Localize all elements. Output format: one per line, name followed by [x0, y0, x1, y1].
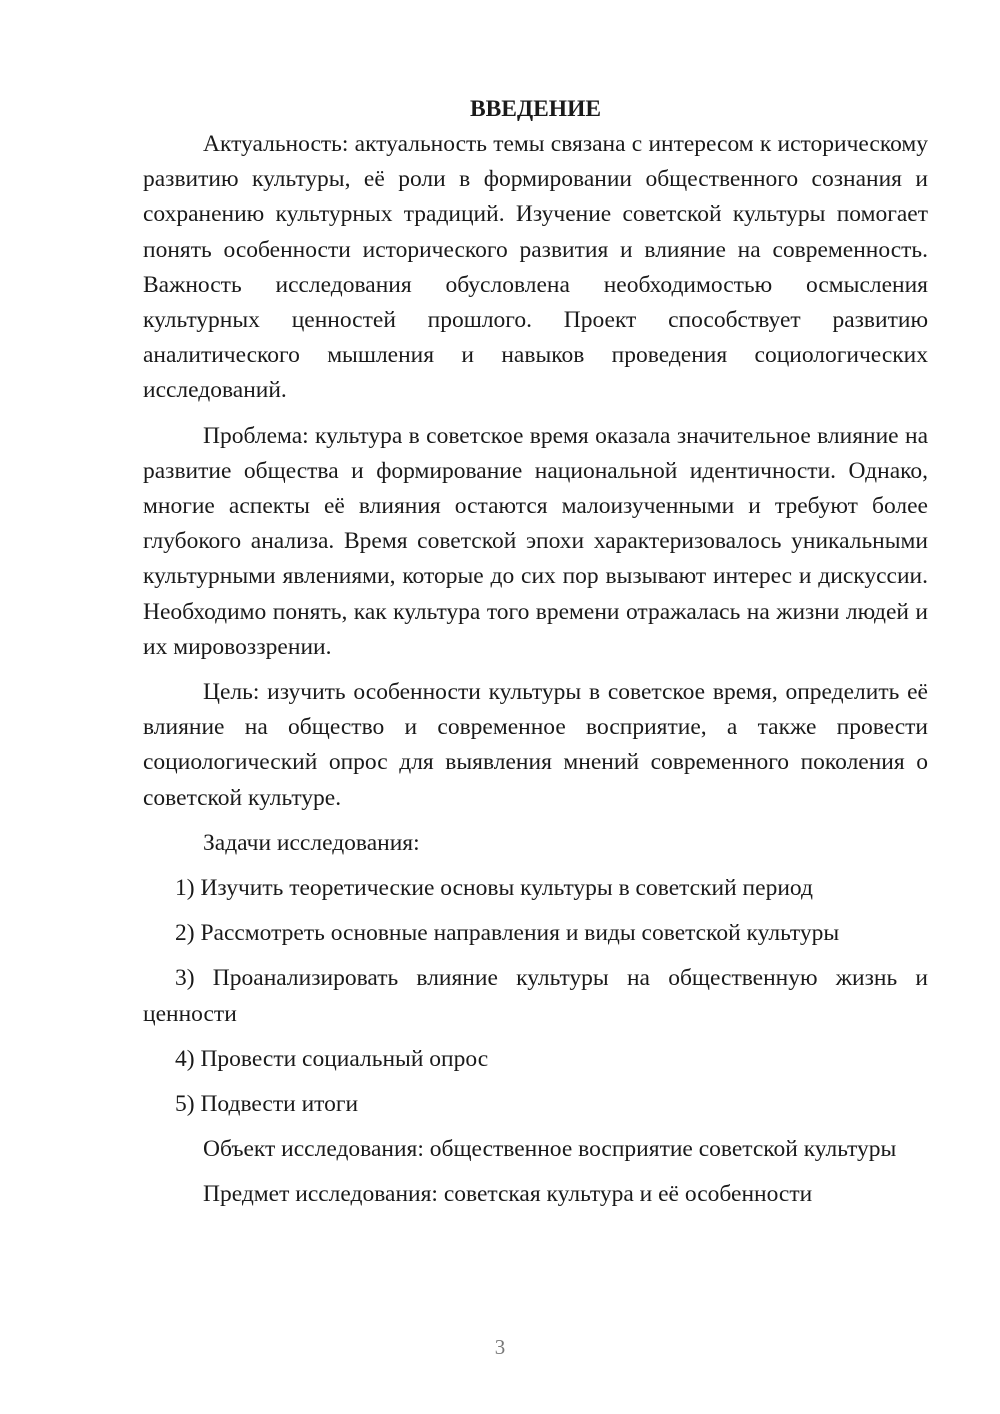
problem-paragraph: Проблема: культура в советское время оказала значительное влияние на развитие общества и формирование национальной идентичности. Однако, многие аспекты её влияния остаются малоизученными и требуют более глубокого анализа. Время советской эпохи характеризовалось уникальными культурными явлениями, которые до сих пор вызывают интерес и дискуссии. Необходимо понять, как культура того времени отражалась на жизни людей и их мировоззрении. [143, 422, 928, 660]
page-number: 3 [494, 1335, 506, 1359]
tasks-list [143, 871, 928, 1122]
list-item: 3) Проанализировать влияние культуры на общественную жизнь и ценности [143, 965, 928, 1027]
goal-paragraph: Цель: изучить особенности культуры в советское время, определить её влияние на общество и современное восприятие, а также провести социологический опрос для выявления мнений современного поколения о советской культуре. [143, 679, 928, 811]
tasks-heading: Задачи исследования: [203, 829, 420, 856]
relevance-paragraph: Актуальность: актуальность темы связана с интересом к историческому развитию культуры, её роли в формировании общественного сознания и сохранению культурных традиций. Изучение советской культуры помогает понять особенности исторического развития и влияние на современность. Важность исследования обусловлена необходимостью осмысления культурных ценностей прошлого. Проект способствует развитию аналитического мышления и навыков проведения социологических исследований. [143, 131, 928, 404]
list-item: 5) Подвести итоги [175, 1091, 359, 1118]
list-item: 4) Провести социальный опрос [175, 1045, 489, 1072]
page-content [143, 92, 928, 1213]
subject-paragraph: Предмет исследования: советская культура и её особенности [203, 1181, 813, 1208]
list-item: 2) Рассмотреть основные направления и виды советской культуры [175, 920, 840, 947]
list-item: 1) Изучить теоретические основы культуры в советский период [175, 875, 813, 902]
object-paragraph: Объект исследования: общественное восприятие советской культуры [203, 1136, 897, 1163]
page-title: ВВЕДЕНИЕ [469, 96, 602, 122]
